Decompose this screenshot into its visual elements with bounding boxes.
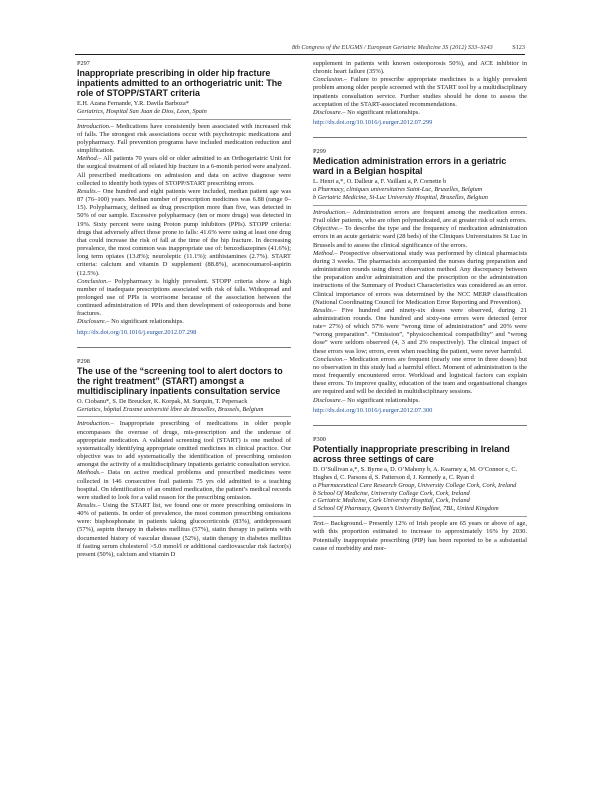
abstract-paragraph: [313, 397, 527, 405]
abstract-paragraph: [77, 123, 291, 156]
abstract-divider: [77, 347, 291, 348]
abstract-separator: [77, 119, 291, 120]
section-text: Inappropriate prescribing of medications in older people encompasses the overuse of drugs, mis-prescription and the underuse of appropriate medication. A validated screening tool (START) is one method of systematically identifying appropriate omitted medicines in clinical practice. Our objective was to add systematically the identification of prescribing omission amongst the activity of a multidisciplinary inpatients geriatric consultation service.: [77, 420, 291, 469]
section-label: Disclosure.–: [313, 108, 346, 116]
journal-citation: 8th Congress of the EUGMS / European Geriatric Medicine 3S (2012) S33–S143: [291, 44, 493, 51]
section-text: Using the START list, we found one or more prescribing omissions in 40% of patients. In order of prevalence, the most common prescribing omissions were: bisphosphonate in patients taking glucocorticoids (83%), antidepressant (57%), aspirin therapy in diabetes mellitus (57%), statin therapy in patients with documented history of vascular disease (52%), statin therapy in diabetes mellitus if fasting serum cholesterol >5.0 mmol/l or additional cardiovascular risk factor(s) present (50%), calcium and vitamin D: [77, 502, 291, 558]
abstract-paragraph: [77, 420, 291, 469]
abstract-authors: D. O’Sullivan a,*, S. Byrne a, D. O’Mahony b, A. Kearney a, M. O’Connor c, C. Hughes d, C. Parsons d, S. Patterson d, J. Kennedy a, C. Ryan d: [313, 465, 518, 481]
section-label: Results.–: [313, 306, 337, 314]
abstract-paragraph: [313, 60, 527, 76]
abstract-title: Medication administration errors in a geriatric ward in a Belgian hospital: [313, 156, 507, 177]
section-label: Introduction.–: [77, 122, 114, 130]
section-label: Text.–: [313, 520, 329, 528]
abstract-separator: [313, 205, 527, 206]
abstract-affiliation: c Geriatric Medicine, Cork University Hospital, Cork, Ireland: [313, 497, 470, 505]
section-label: Method.–: [313, 249, 338, 257]
abstract-affiliation: a Pharmaceutical Care Research Group, University College Cork, Cork, Ireland: [313, 481, 517, 489]
abstract-authors: E.H. Azana Fernande, Y.R. Davila Barboza*: [77, 99, 189, 107]
abstract-affiliation: Geriatics, hôpital Erasme université libre de Bruxelles, Brussels, Belgium: [77, 405, 264, 413]
section-label: Introduction.–: [313, 208, 350, 216]
section-label: Objective.–: [313, 225, 343, 233]
section-text: Five hundred and ninety-six doses were observed, during 21 administration rounds. One hundred and sixty-one errors were detected (error rate= 27%) of which 57% were “wrong time of administration” and 20% were “wrong preparation”. “Omission”, “physicochemical compatibility” and “wrong dose” were seldom observed (4, 3 and 2% respectively). The clinical impact of these errors was low; errors, even when reaching the patient, were never harmful.: [313, 306, 527, 355]
abstract-affiliation: Geriatrics, Hospital San Juan de Dios, Leon, Spain: [77, 107, 207, 115]
abstract-paragraph: [313, 225, 527, 249]
abstract-authors: L. Henri a,*, O. Dalleur a, F. Vaillant a, P. Cornette b: [313, 178, 447, 186]
abstract-affiliation: a Pharmacy, cliniques universitaires Saint-Luc, Bruxelles, Belgium: [313, 186, 483, 194]
abstract: [77, 358, 291, 559]
section-text: No significant relationships.: [345, 108, 420, 116]
abstract-title: The use of the “screening tool to alert doctors to the right treatment” (START) amongst a multidisciplinary inpatients consultation service: [77, 365, 283, 396]
abstract-paragraph: [77, 188, 291, 278]
abstract: [313, 60, 527, 127]
section-text: Polypharmacy is highly prevalent. STOPP criteria show a high number of inadequate prescriptions associated with risk of falls. Widespread and prolonged use of PPIs is worrisome because of the association between the continued administration of PPIs and then development of osteoporosis and bone fractures.: [77, 277, 291, 318]
abstract-paragraph: [77, 469, 291, 502]
header-rule: [75, 54, 525, 55]
abstract-affiliation: b Geriatric Medicine, St-Luc University Hospital, Bruxelles, Belgium: [313, 194, 488, 202]
abstract: [313, 436, 527, 553]
section-text: Prospective observational study was performed by clinical pharmacists during 3 weeks. The pharmacists accompanied the nurses during preparation and administration rounds using direct observation method. Any discrepancy between the preparation and/or administration and the prescription or the administration instructions of the Summary of Product Characteristics was considered as an error. Clinical importance of errors was determined by the NCC MERP classification (National Coordinating Council for Medication Error Reporting and Prevention).: [313, 249, 527, 306]
abstract-title: Potentially inappropriate prescribing in Ireland across three settings of care: [313, 444, 510, 464]
section-label: Disclosure.–: [313, 396, 346, 404]
abstract-separator: [77, 416, 291, 417]
abstract-separator: [313, 516, 527, 517]
abstract: [313, 148, 527, 415]
section-text: Administration errors are frequent among the medication errors. Frail older patients, who are often polymedicated, are at greater risk of such errors.: [313, 208, 527, 225]
doi-link[interactable]: http://dx.doi.org/10.1016/j.eurger.2012.07.300: [313, 406, 433, 414]
abstract-affiliation: d School Of Pharmacy, Queen’s University Belfast, 7BL, United Kingdom: [313, 505, 499, 513]
abstract-paragraph: [313, 307, 527, 356]
abstract-id: P298: [77, 357, 90, 365]
running-header: [75, 44, 525, 51]
abstract-divider: [313, 137, 527, 138]
abstract-title: Inappropriate prescribing in older hip fracture inpatients admitted to an orthogeriatric unit: The role of STOPP/START criteria: [77, 68, 283, 98]
section-text: No significant relationships.: [109, 318, 184, 326]
abstract-paragraph: [77, 278, 291, 319]
abstract-paragraph: [313, 250, 527, 307]
doi-link[interactable]: http://dx.doi.org/10.1016/j.eurger.2012.07.299: [313, 119, 433, 127]
section-label: Conclusion.–: [313, 355, 348, 363]
section-label: Conclusion.–: [313, 76, 348, 84]
section-text: Medication errors are frequent (nearly one error in three doses) but no observation in this study had a harmful effect. Moment of administration is the most frequently encountered error. Workload and logistical factors can explain these errors. To improve quality, education of the team and organisational changes are required and will be decided in multidisciplinary sessions.: [313, 355, 527, 396]
section-label: Results.–: [77, 502, 101, 509]
abstract: [77, 60, 291, 337]
left-column: [77, 60, 291, 569]
abstract-paragraph: [77, 318, 291, 326]
section-label: Conclusion.–: [77, 277, 112, 285]
abstract-divider: [313, 425, 527, 426]
section-text: Failure to prescribe appropriate medicines is a highly prevalent problem among older people screened with the START tool by a multidisciplinary inpatients consultation service. Further studies should be done to assess the acceptation of the START-associated recommendations.: [313, 76, 527, 108]
abstract-paragraph: [313, 520, 527, 553]
section-label: Disclosure.–: [77, 318, 110, 326]
abstract-paragraph: [313, 109, 527, 117]
abstract-id: P299: [313, 148, 326, 156]
section-text: Data on active medical problems and prescribed medicines were collected in 146 consecutive frail patients 75 yrs old admitted to a teaching hospital. On identification of an omitted medication, the patient’s medical records were studied to look for a valid reason for the prescribing omission.: [77, 469, 291, 501]
abstract-paragraph: [77, 502, 291, 559]
section-text: No significant relationships.: [345, 396, 420, 404]
section-text: To describe the type and the frequency of medication administration errors in an acute geriatric ward (28 beds) of the Cliniques Universitaires St Luc in Brussels and to assess the clinical significance of the errors.: [313, 225, 527, 249]
section-label: Method.–: [77, 155, 102, 163]
abstract-paragraph: [77, 155, 291, 188]
section-text: Medications have consistently been associated with increased risk of falls. The strongest risk associations occur with psychotropic medications and polypharmacy. Fall prevention programs have included medication reduction and simplification.: [77, 122, 291, 155]
section-text: Background.– Presently 12% of Irish people are 65 years or above of age, with this proportion estimated to increase to approximately 16% by 2030. Potentially inappropriate prescribing (PIP) has been reported to be a substantial cause of morbidity and mor-: [313, 520, 527, 552]
abstract-authors: O. Ciobanu*, S. De Breucker, K. Korpak, M. Surquin, T. Pepersack: [77, 397, 248, 405]
abstract-paragraph: [313, 76, 527, 109]
section-text: All patients 70 years old or older admitted to an Orthogeriatric Unit for the surgical treatment of all related hip fracture in a 6-month period were analyzed. All prescribed medications on admission and data on active diagnose were collected to identify both types of STOPP/START prescribing errors.: [77, 155, 292, 187]
abstract-id: P300: [313, 435, 326, 443]
section-label: Methods.–: [77, 469, 104, 477]
section-label: Results.–: [77, 187, 101, 195]
right-column: [313, 60, 527, 563]
abstract-paragraph: [313, 356, 527, 397]
section-label: Introduction.–: [77, 420, 114, 428]
section-text: One hundred and eight patients were included, median patient age was 87 (76–100) years. Median number of prescription medicines was 6.88 (range 0–15). Polypharmacy, defined as drug prescription more than five, was detected in 50% of our sample. Excessive polypharmacy (ten or more drugs) was detected in 19%. Sixty percent were using Proton pump inhibitors (PPIs). STOPP criteria: drugs that adversely affect those prone to falls: 41.6% were using at least one drug that could increase the risk of fall at the time of the hip fracture. In decreasing prevalence, the most common was inappropriate use of: benzodiazepines (41.6%); long term opiates (13.8%); neuroleptic (11.1%); antihistamines (2.7%). START criteria: calcium and vitamin D supplement (88.8%), acenocoumarol-aspirin (12.5%).: [77, 187, 291, 277]
abstract-affiliation: b School Of Medicine, University College Cork, Cork, Ireland: [313, 489, 470, 497]
abstract-id: P297: [77, 60, 90, 67]
doi-link[interactable]: http://dx.doi.org/10.1016/j.eurger.2012.07.298: [77, 328, 197, 336]
abstract-paragraph: [313, 209, 527, 225]
page-number: S123: [512, 44, 525, 51]
section-text: supplement in patients with known osteoporosis 50%), and ACE inhibitor in chronic heart failure (35%).: [313, 60, 527, 76]
